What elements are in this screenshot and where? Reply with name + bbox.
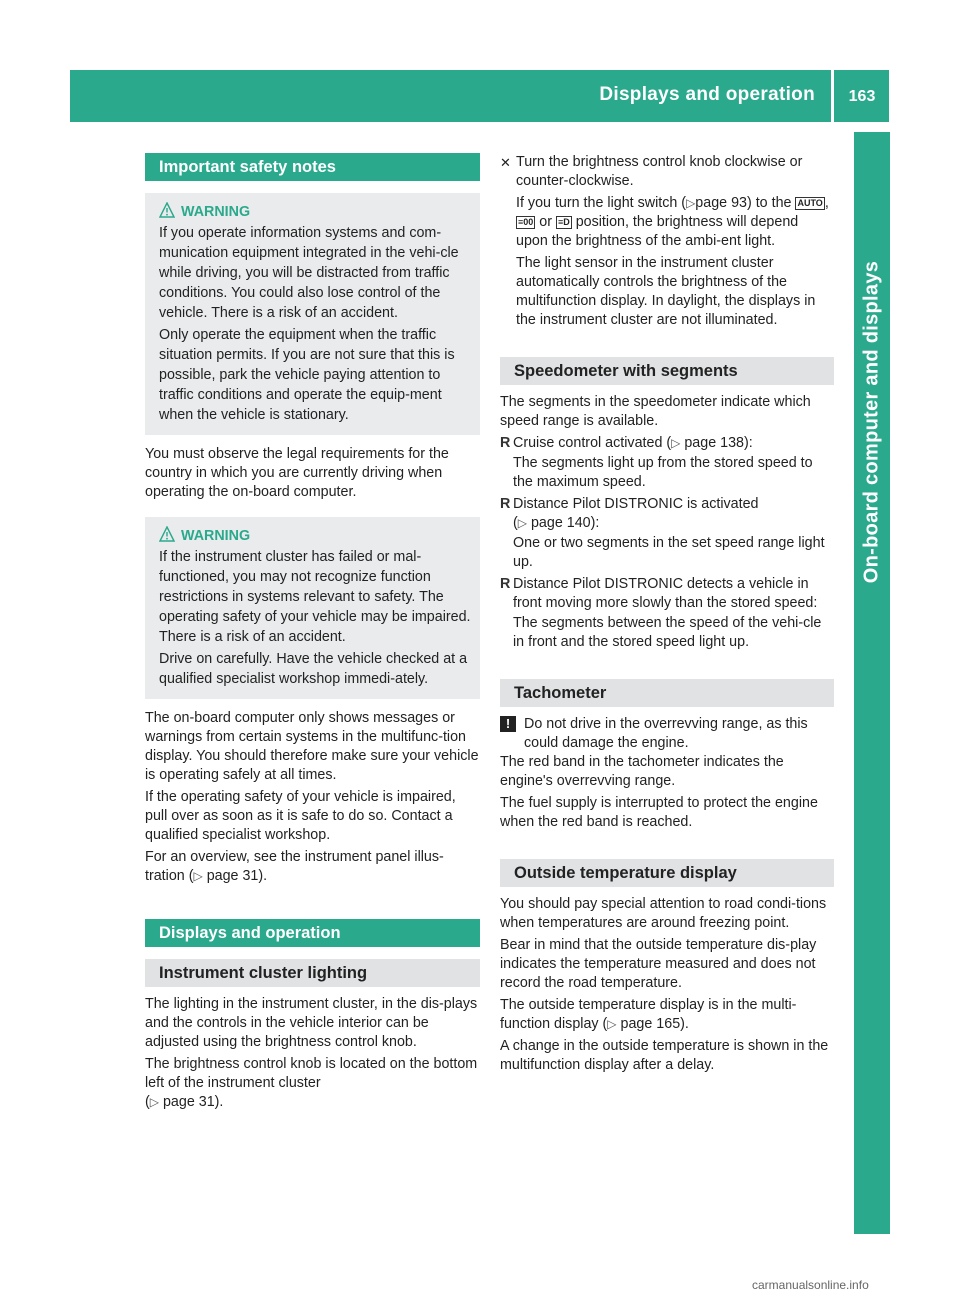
warning-text: If the instrument cluster has failed or mal-functioned, you may not recognize function restrictions in systems relevant to safety. The operating safety of your vehicle may be impaired. There is a risk of an accident. <box>159 549 471 645</box>
page-reference-link[interactable]: page 93) to the <box>695 195 792 211</box>
list-item: R Distance Pilot DISTRONIC is activated (▷ page 140): <box>500 496 759 531</box>
bullet-r-icon: R <box>500 435 511 451</box>
paragraph-text: If you turn the light switch ( <box>516 195 687 211</box>
low-beam-icon: ≡D <box>557 217 570 227</box>
body-paragraph: Bear in mind that the outside temperature dis-play indicates the temperature measured and does not record the road temperature. <box>500 937 817 991</box>
paragraph-text: Distance Pilot DISTRONIC is activated <box>513 496 759 512</box>
parking-light-icon: ≡00 <box>518 217 534 227</box>
body-paragraph: The segments in the speedometer indicate which speed range is available. <box>500 394 811 429</box>
paragraph-text: The brightness control knob is located on the bottom left of the instrument cluster <box>145 1056 478 1091</box>
body-paragraph: The on-board computer only shows messages or warnings from certain systems in the multifunc-tion display. You should therefore make sure your vehicle is operating safely at all times. <box>145 710 479 783</box>
left-column <box>145 153 480 1115</box>
paragraph-text: The outside temperature display is in the multi-function display ( <box>500 997 797 1032</box>
exclamation-icon: ! <box>500 716 516 732</box>
page-header-title: Displays and operation <box>599 84 815 105</box>
subsection-heading-outside-temperature: Outside temperature display <box>500 859 834 887</box>
page-reference-link[interactable]: page 165). <box>620 1016 689 1032</box>
header-divider <box>831 70 834 122</box>
page-ref-arrow-icon: ▷ <box>607 1017 617 1031</box>
step-text <box>516 194 834 251</box>
paragraph-text: or <box>539 214 552 230</box>
body-paragraph <box>500 996 834 1034</box>
paragraph-text: For an overview, see the instrument panel illus-tration ( <box>145 849 444 884</box>
body-paragraph: A change in the outside temperature is shown in the multifunction display after a delay. <box>500 1038 829 1073</box>
page-number: 163 <box>848 88 876 105</box>
page-ref-arrow-icon: ▷ <box>193 869 203 883</box>
page-reference-link[interactable]: page 31). <box>206 868 268 884</box>
page-ref-arrow-icon: ▷ <box>149 1095 159 1109</box>
section-heading-safety: Important safety notes <box>145 153 480 181</box>
list-item <box>500 575 834 613</box>
watermark-text: carmanualsonline.info <box>752 1278 869 1292</box>
warning-header <box>159 525 474 547</box>
step-arrow-icon: ✕ <box>500 155 511 170</box>
list-item-detail: One or two segments in the set speed range light up. <box>513 535 825 570</box>
right-column <box>500 153 834 1078</box>
step-text: Turn the brightness control knob clockwise or counter-clockwise. <box>516 154 803 189</box>
warning-text: Drive on carefully. Have the vehicle checked at a qualified specialist workshop immedi-ately. <box>159 651 468 687</box>
paragraph-text: Cruise control activated ( <box>513 435 672 451</box>
body-paragraph: The brightness control knob is located on the bottom left of the instrument cluster (▷ page 31). <box>145 1056 478 1110</box>
step-text: The light sensor in the instrument cluster automatically controls the brightness of the multifunction display. In daylight, the displays in the instrument cluster are not illuminated. <box>516 255 816 328</box>
paragraph-text: Do not drive in the overrevving range, as this could damage the engine. <box>524 716 808 751</box>
warning-box-2 <box>145 517 480 699</box>
body-paragraph <box>145 848 480 886</box>
body-paragraph: The fuel supply is interrupted to protect the engine when the red band is reached. <box>500 795 818 830</box>
subsection-heading-speedometer: Speedometer with segments <box>500 357 834 385</box>
body-paragraph: The red band in the tachometer indicates the engine's overrevving range. <box>500 754 784 789</box>
warning-triangle-icon <box>159 526 175 542</box>
body-paragraph: The lighting in the instrument cluster, in the dis-plays and the controls in the vehicle interior can be adjusted using the brightness control knob. <box>145 996 478 1050</box>
warning-box-1 <box>145 193 480 435</box>
warning-text: Only operate the equipment when the traffic situation permits. If you are not sure that this is possible, park the vehicle paying attention to traffic conditions and operate the equip-ment when the vehicle is stationary. <box>159 327 455 423</box>
paragraph-text: Distance Pilot DISTRONIC detects a vehicle in front moving more slowly than the stored speed: <box>513 576 818 611</box>
page-reference-link[interactable]: page 31). <box>162 1094 224 1110</box>
paragraph-text: position, the brightness will depend upon the brightness of the ambi-ent light. <box>516 214 799 249</box>
list-item-detail: The segments light up from the stored speed to the maximum speed. <box>513 455 813 490</box>
side-tab-marker <box>854 1186 890 1234</box>
bullet-r-icon: R <box>500 496 511 512</box>
note-item <box>500 715 834 753</box>
bullet-r-icon: R <box>500 576 511 592</box>
warning-label: WARNING <box>181 204 251 220</box>
page-ref-arrow-icon: ▷ <box>686 196 696 210</box>
paragraph-text: , <box>824 195 829 211</box>
side-tab-label: On-board computer and displays <box>860 260 883 584</box>
body-paragraph: If the operating safety of your vehicle is impaired, pull over as soon as it is safe to do so. Contact a qualified specialist workshop. <box>145 789 456 843</box>
auto-light-icon: AUTO <box>797 198 823 208</box>
list-item-detail: The segments between the speed of the vehi-cle in front and the stored speed light up. <box>513 615 822 650</box>
page-ref-arrow-icon: ▷ <box>671 436 681 450</box>
subsection-heading-tachometer: Tachometer <box>500 679 834 707</box>
warning-header <box>159 201 474 223</box>
page-reference-link[interactable]: page 140): <box>530 515 600 531</box>
warning-triangle-icon <box>159 202 175 218</box>
section-heading-displays: Displays and operation <box>145 919 480 947</box>
body-paragraph: You should pay special attention to road condi-tions when temperatures are around freezing point. <box>500 896 827 931</box>
subsection-heading-lighting: Instrument cluster lighting <box>145 959 480 987</box>
page-ref-arrow-icon: ▷ <box>517 516 527 530</box>
warning-label: WARNING <box>181 528 251 544</box>
warning-text: If you operate information systems and com-munication equipment integrated in the vehi-cle while driving, you will be distracted from traffic conditions. You could also lose control of the vehicle. There is a risk of an accident. <box>159 225 459 321</box>
instruction-step <box>500 153 834 330</box>
list-item <box>500 434 834 453</box>
page-reference-link[interactable]: page 138): <box>684 435 753 451</box>
body-paragraph: You must observe the legal requirements for the country in which you are currently driving when operating the on-board computer. <box>145 446 449 500</box>
